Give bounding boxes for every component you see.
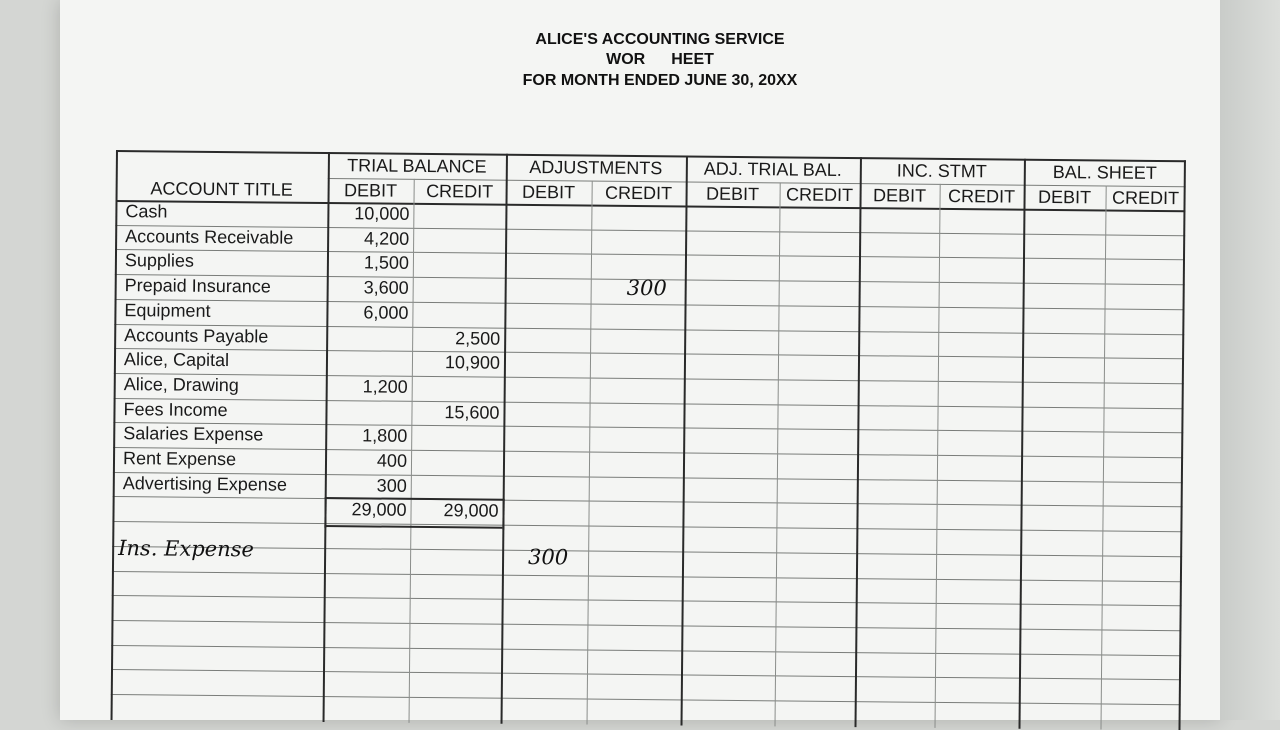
trial-balance-credit-value: 2,500 <box>455 327 501 349</box>
trial-balance-credit-value: 15,600 <box>444 401 500 423</box>
account-name: Accounts Payable <box>124 324 269 346</box>
column-group-inc-stmt: INC. STMT <box>896 160 987 182</box>
debit-column-header: DEBIT <box>705 183 760 205</box>
account-name: Supplies <box>124 250 195 272</box>
account-name: Alice, Drawing <box>123 373 239 396</box>
grid-column-line <box>854 157 861 727</box>
account-name: Accounts Receivable <box>125 225 294 248</box>
worksheet-grid <box>111 150 1186 730</box>
period-label: FOR MONTH ENDED JUNE 30, 20XX <box>522 72 798 89</box>
handwritten-account-name: Ins. Expense <box>118 535 255 562</box>
account-name: Fees Income <box>123 398 228 420</box>
debit-column-header: DEBIT <box>522 181 576 203</box>
handwritten-adjustment-credit: 300 <box>626 276 667 301</box>
account-title-header: ACCOUNT TITLE <box>150 178 293 200</box>
trial-balance-debit-value: 1,800 <box>362 425 408 447</box>
trial-balance-debit-value: 400 <box>376 450 408 471</box>
credit-column-header: CREDIT <box>786 184 854 206</box>
account-name: Cash <box>125 201 168 222</box>
account-name: Salaries Expense <box>123 423 264 445</box>
column-group-trial-balance: TRIAL BALANCE <box>347 155 487 177</box>
handwritten-adjustment-debit: 300 <box>527 544 569 570</box>
column-group-bal-sheet: BAL. SHEET <box>1052 161 1157 183</box>
credit-column-header: CREDIT <box>948 185 1016 207</box>
title-part-1: WOR <box>606 51 646 68</box>
company-name: ALICE'S ACCOUNTING SERVICE <box>535 31 785 48</box>
grid-column-line <box>1018 159 1025 729</box>
background-edge <box>1220 0 1280 720</box>
trial-balance-credit-value: 10,900 <box>444 352 501 373</box>
account-name: Equipment <box>124 299 211 321</box>
account-name: Alice, Capital <box>123 349 230 371</box>
trial-balance-debit-value: 1,200 <box>362 376 408 397</box>
worksheet-title <box>20 51 1280 69</box>
trial-balance-debit-value: 4,200 <box>364 228 410 249</box>
trial-balance-debit-value: 3,600 <box>363 277 409 298</box>
grid-column-line <box>501 154 508 724</box>
trial-balance-debit-total: 29,000 <box>351 499 407 521</box>
trial-balance-debit-value: 1,500 <box>363 252 410 274</box>
credit-column-header: CREDIT <box>1111 187 1180 209</box>
grid-column-line <box>681 155 688 725</box>
trial-balance-debit-value: 10,000 <box>354 203 410 224</box>
debit-column-header: DEBIT <box>1037 186 1092 208</box>
trial-balance-credit-total: 29,000 <box>443 500 499 522</box>
column-group-adj-trial-bal: ADJ. TRIAL BAL. <box>703 158 842 180</box>
credit-column-header: CREDIT <box>426 180 494 202</box>
account-name: Prepaid Insurance <box>124 275 271 297</box>
account-name: Advertising Expense <box>122 472 287 495</box>
account-name: Rent Expense <box>122 448 237 470</box>
credit-column-header: CREDIT <box>605 182 673 204</box>
debit-column-header: DEBIT <box>344 180 398 201</box>
trial-balance-debit-value: 300 <box>376 475 407 496</box>
column-group-adjustments: ADJUSTMENTS <box>529 156 663 179</box>
title-part-2: HEET <box>671 51 714 68</box>
trial-balance-debit-value: 6,000 <box>363 302 409 323</box>
debit-column-header: DEBIT <box>872 185 927 206</box>
